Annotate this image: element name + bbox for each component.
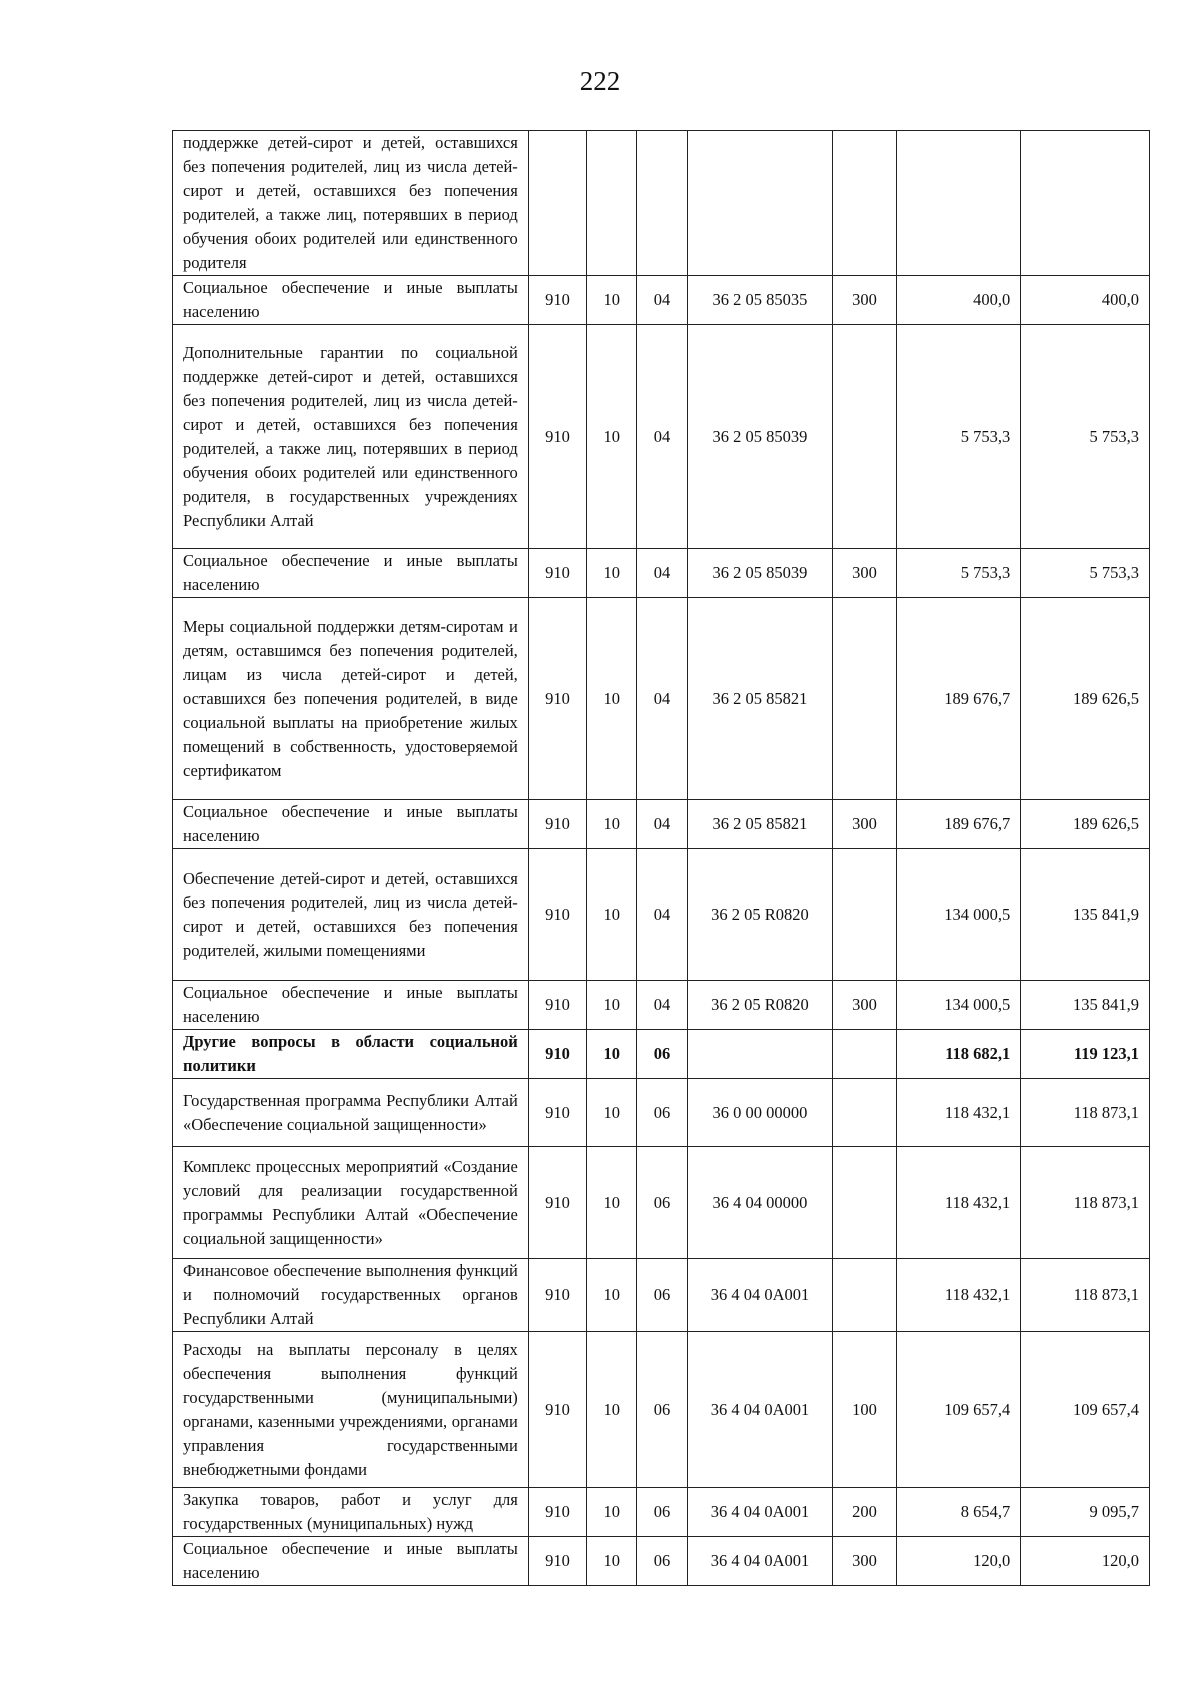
- cell-grbs: 910: [528, 800, 586, 849]
- cell-section: 10: [587, 598, 637, 800]
- cell-expense-type: [833, 849, 896, 981]
- cell-amount-1: 109 657,4: [896, 1332, 1021, 1488]
- table-body: [173, 131, 1150, 1586]
- cell-section: 10: [587, 1147, 637, 1259]
- cell-subsection: 06: [637, 1079, 687, 1147]
- cell-target-article: 36 0 00 00000: [687, 1079, 833, 1147]
- cell-amount-2: 118 873,1: [1021, 1147, 1150, 1259]
- cell-amount-2: 120,0: [1021, 1537, 1150, 1586]
- cell-section: [587, 131, 637, 276]
- table-row: [173, 981, 1150, 1030]
- cell-amount-1: 118 432,1: [896, 1259, 1021, 1332]
- cell-grbs: 910: [528, 1259, 586, 1332]
- cell-target-article: 36 4 04 0А001: [687, 1488, 833, 1537]
- cell-amount-2: 5 753,3: [1021, 325, 1150, 549]
- cell-grbs: 910: [528, 1030, 586, 1079]
- cell-subsection: 04: [637, 598, 687, 800]
- cell-subsection: 04: [637, 325, 687, 549]
- cell-name: Расходы на выплаты персоналу в целях обеспечения выполнения функций государственными (муниципальными) органами, казенными учреждениями, органами управления государственными внебюджетными фондами: [173, 1332, 529, 1488]
- cell-section: 10: [587, 849, 637, 981]
- cell-amount-1: 118 432,1: [896, 1147, 1021, 1259]
- cell-expense-type: [833, 1259, 896, 1332]
- cell-name: Социальное обеспечение и иные выплаты населению: [173, 1537, 529, 1586]
- table-row: [173, 276, 1150, 325]
- cell-expense-type: 300: [833, 800, 896, 849]
- cell-amount-2: 400,0: [1021, 276, 1150, 325]
- cell-grbs: 910: [528, 849, 586, 981]
- cell-expense-type: 300: [833, 1537, 896, 1586]
- cell-subsection: 06: [637, 1488, 687, 1537]
- cell-amount-2: 135 841,9: [1021, 981, 1150, 1030]
- cell-section: 10: [587, 1332, 637, 1488]
- table-row: [173, 1030, 1150, 1079]
- cell-target-article: 36 4 04 0А001: [687, 1332, 833, 1488]
- cell-target-article: 36 2 05 85039: [687, 549, 833, 598]
- cell-expense-type: [833, 325, 896, 549]
- cell-target-article: 36 2 05 85821: [687, 598, 833, 800]
- cell-amount-2: 135 841,9: [1021, 849, 1150, 981]
- cell-expense-type: [833, 131, 896, 276]
- table-row: [173, 549, 1150, 598]
- cell-section: 10: [587, 1488, 637, 1537]
- cell-subsection: 06: [637, 1030, 687, 1079]
- cell-expense-type: 100: [833, 1332, 896, 1488]
- cell-target-article: 36 2 05 85035: [687, 276, 833, 325]
- cell-subsection: 06: [637, 1537, 687, 1586]
- cell-name: Государственная программа Республики Алтай «Обеспечение социальной защищенности»: [173, 1079, 529, 1147]
- cell-name: Социальное обеспечение и иные выплаты населению: [173, 981, 529, 1030]
- cell-grbs: 910: [528, 549, 586, 598]
- cell-amount-1: 400,0: [896, 276, 1021, 325]
- cell-amount-2: 119 123,1: [1021, 1030, 1150, 1079]
- cell-name: Другие вопросы в области социальной политики: [173, 1030, 529, 1079]
- table-row: [173, 1147, 1150, 1259]
- cell-expense-type: [833, 1147, 896, 1259]
- cell-amount-2: 118 873,1: [1021, 1079, 1150, 1147]
- cell-amount-2: 9 095,7: [1021, 1488, 1150, 1537]
- cell-target-article: 36 4 04 0А001: [687, 1259, 833, 1332]
- cell-grbs: 910: [528, 276, 586, 325]
- cell-amount-1: 118 682,1: [896, 1030, 1021, 1079]
- cell-target-article: 36 2 05 85039: [687, 325, 833, 549]
- cell-expense-type: [833, 1079, 896, 1147]
- cell-amount-1: 134 000,5: [896, 849, 1021, 981]
- page-number: 222: [579, 66, 621, 96]
- cell-subsection: 06: [637, 1259, 687, 1332]
- cell-amount-2: 189 626,5: [1021, 598, 1150, 800]
- cell-expense-type: 300: [833, 276, 896, 325]
- cell-section: 10: [587, 1079, 637, 1147]
- cell-grbs: 910: [528, 1488, 586, 1537]
- cell-section: 10: [587, 276, 637, 325]
- cell-expense-type: 300: [833, 549, 896, 598]
- cell-grbs: 910: [528, 598, 586, 800]
- cell-target-article: 36 2 05 R0820: [687, 849, 833, 981]
- cell-grbs: 910: [528, 325, 586, 549]
- cell-amount-2: 118 873,1: [1021, 1259, 1150, 1332]
- cell-subsection: 04: [637, 981, 687, 1030]
- cell-amount-2: 109 657,4: [1021, 1332, 1150, 1488]
- cell-target-article: 36 4 04 0А001: [687, 1537, 833, 1586]
- cell-section: 10: [587, 549, 637, 598]
- cell-name: Меры социальной поддержки детям-сиротам и детям, оставшимся без попечения родителей, лицам из числа детей-сирот и детей, оставшихся без попечения родителей, в виде социальной выплаты на приобретение жилых помещений в собственность, удостоверяемой сертификатом: [173, 598, 529, 800]
- cell-subsection: [637, 131, 687, 276]
- cell-amount-1: 8 654,7: [896, 1488, 1021, 1537]
- cell-amount-1: 189 676,7: [896, 598, 1021, 800]
- table-row: [173, 598, 1150, 800]
- cell-section: 10: [587, 325, 637, 549]
- cell-subsection: 04: [637, 800, 687, 849]
- cell-name: Социальное обеспечение и иные выплаты населению: [173, 800, 529, 849]
- cell-amount-1: 5 753,3: [896, 325, 1021, 549]
- cell-amount-1: 189 676,7: [896, 800, 1021, 849]
- cell-target-article: [687, 1030, 833, 1079]
- cell-expense-type: [833, 598, 896, 800]
- cell-section: 10: [587, 1537, 637, 1586]
- cell-amount-2: 5 753,3: [1021, 549, 1150, 598]
- cell-subsection: 06: [637, 1147, 687, 1259]
- cell-subsection: 04: [637, 549, 687, 598]
- cell-amount-1: 118 432,1: [896, 1079, 1021, 1147]
- cell-subsection: 06: [637, 1332, 687, 1488]
- cell-name: Социальное обеспечение и иные выплаты населению: [173, 276, 529, 325]
- cell-grbs: 910: [528, 1147, 586, 1259]
- cell-amount-2: 189 626,5: [1021, 800, 1150, 849]
- cell-name: Обеспечение детей-сирот и детей, оставшихся без попечения родителей, лиц из числа детей-сирот и детей, оставшихся без попечения родителей, жилыми помещениями: [173, 849, 529, 981]
- cell-expense-type: 200: [833, 1488, 896, 1537]
- cell-name: Социальное обеспечение и иные выплаты населению: [173, 549, 529, 598]
- table-row: [173, 1079, 1150, 1147]
- cell-section: 10: [587, 1259, 637, 1332]
- cell-name: Закупка товаров, работ и услуг для государственных (муниципальных) нужд: [173, 1488, 529, 1537]
- cell-name: Финансовое обеспечение выполнения функций и полномочий государственных органов Республики Алтай: [173, 1259, 529, 1332]
- table-row: [173, 325, 1150, 549]
- cell-target-article: [687, 131, 833, 276]
- table-row: [173, 1259, 1150, 1332]
- table-row: [173, 131, 1150, 276]
- cell-section: 10: [587, 800, 637, 849]
- cell-amount-1: 5 753,3: [896, 549, 1021, 598]
- cell-amount-1: 134 000,5: [896, 981, 1021, 1030]
- cell-expense-type: [833, 1030, 896, 1079]
- cell-target-article: 36 4 04 00000: [687, 1147, 833, 1259]
- cell-target-article: 36 2 05 R0820: [687, 981, 833, 1030]
- cell-section: 10: [587, 981, 637, 1030]
- table-row: [173, 800, 1150, 849]
- table-row: [173, 1537, 1150, 1586]
- cell-amount-1: 120,0: [896, 1537, 1021, 1586]
- table-row: [173, 1488, 1150, 1537]
- cell-name: Дополнительные гарантии по социальной поддержке детей-сирот и детей, оставшихся без попечения родителей, лиц из числа детей-сирот и детей, оставшихся без попечения родителей, а также лиц, потерявших в период обучения обоих родителей или единственного родителя, в государственных учреждениях Республики Алтай: [173, 325, 529, 549]
- cell-grbs: 910: [528, 981, 586, 1030]
- table-row: [173, 849, 1150, 981]
- cell-amount-1: [896, 131, 1021, 276]
- cell-expense-type: 300: [833, 981, 896, 1030]
- cell-target-article: 36 2 05 85821: [687, 800, 833, 849]
- budget-table: [172, 130, 1150, 1586]
- cell-grbs: [528, 131, 586, 276]
- cell-subsection: 04: [637, 276, 687, 325]
- cell-grbs: 910: [528, 1079, 586, 1147]
- cell-name: Комплекс процессных мероприятий «Создание условий для реализации государственной программы Республики Алтай «Обеспечение социальной защищенности»: [173, 1147, 529, 1259]
- table-row: [173, 1332, 1150, 1488]
- cell-grbs: 910: [528, 1537, 586, 1586]
- cell-name: поддержке детей-сирот и детей, оставшихся без попечения родителей, лиц из числа детей-сирот и детей, оставшихся без попечения родителей, а также лиц, потерявших в период обучения обоих родителей или единственного родителя: [173, 131, 529, 276]
- cell-subsection: 04: [637, 849, 687, 981]
- cell-section: 10: [587, 1030, 637, 1079]
- cell-grbs: 910: [528, 1332, 586, 1488]
- cell-amount-2: [1021, 131, 1150, 276]
